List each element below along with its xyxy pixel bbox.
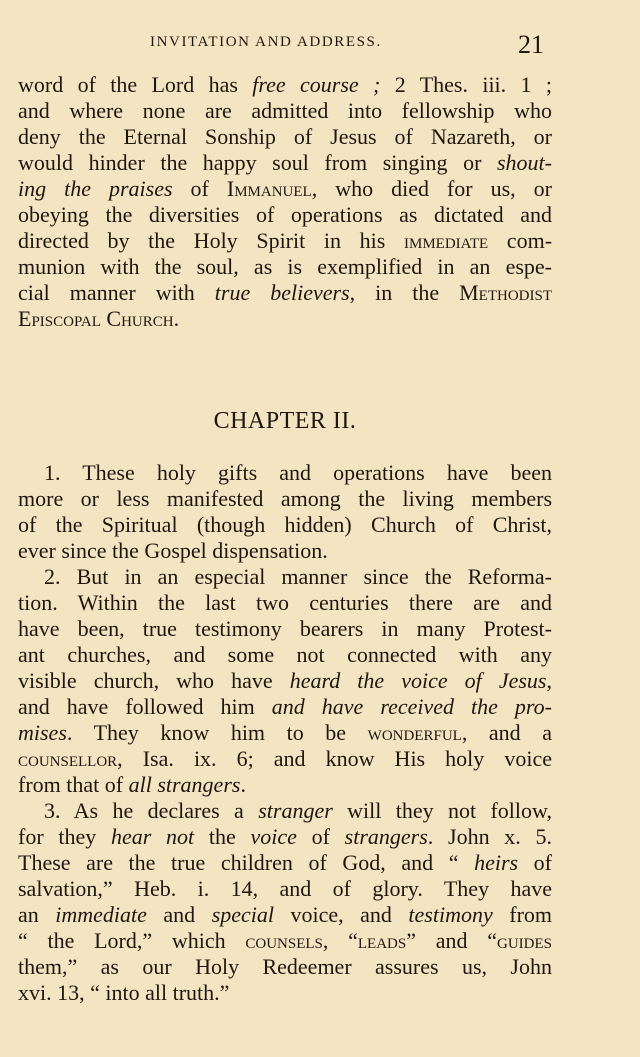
text-line: more or less manifested among the living members — [18, 486, 552, 511]
text-line — [18, 850, 552, 876]
text-line — [18, 824, 552, 850]
italic-text: immediate — [55, 902, 147, 927]
text-run: from that of — [18, 772, 129, 797]
text-line: deny the Eternal Sonship of Jesus of Nazareth, or — [18, 124, 552, 149]
text-line: xvi. 13, “ into all truth.” — [18, 980, 230, 1005]
italic-text: heirs — [474, 850, 519, 875]
text-run: from — [492, 902, 553, 927]
text-run: . — [173, 306, 180, 331]
small-caps-text: guides — [497, 928, 552, 953]
running-title: INVITATION AND ADDRESS. — [150, 34, 382, 50]
italic-text: true believers — [214, 280, 350, 305]
text-run: cial manner with — [18, 280, 215, 305]
text-line: salvation,” Heb. i. 14, and of glory. They have — [18, 876, 552, 901]
text-line — [18, 772, 552, 798]
text-run: of — [172, 176, 227, 201]
text-run: word of the Lord has — [18, 72, 253, 97]
text-run: , in the — [349, 280, 460, 305]
text-line: munion with the soul, as is exemplified in an espe- — [18, 254, 552, 279]
italic-text: and have received the pro- — [271, 694, 552, 719]
text-line: 1. These holy gifts and operations have been — [44, 460, 552, 485]
text-line: ever since the Gospel dispensation. — [18, 538, 328, 563]
text-run: “ the Lord,” which — [18, 928, 246, 953]
text-run: , “ — [322, 928, 358, 953]
text-run: an — [18, 902, 56, 927]
small-caps-text: counsels — [245, 928, 323, 953]
text-line: have been, true testimony bearers in many Protest- — [18, 616, 552, 641]
text-run: These are the true children of God, and “ — [18, 850, 475, 875]
text-line — [18, 746, 552, 772]
text-line: them,” as our Holy Redeemer assures us, John — [18, 954, 552, 979]
text-line — [18, 176, 552, 202]
text-line: and where none are admitted into fellowship who — [18, 98, 552, 123]
italic-text: mises — [18, 720, 67, 745]
text-line — [18, 280, 552, 306]
text-line — [18, 72, 552, 98]
text-line: 2. But in an especial manner since the Reforma- — [44, 564, 552, 589]
text-run: and have followed him — [18, 694, 272, 719]
italic-text: stranger — [258, 798, 333, 823]
italic-text: ing the praises — [18, 176, 173, 201]
text-run: , and a — [461, 720, 553, 745]
italic-text: special — [211, 902, 275, 927]
italic-text: strangers — [344, 824, 428, 849]
text-run: ” and “ — [406, 928, 497, 953]
text-run: 2 Thes. iii. 1 ; — [380, 72, 552, 97]
italic-text: shout- — [497, 150, 552, 175]
small-caps-text: counsellor — [18, 746, 118, 771]
text-run: will they not follow, — [332, 798, 552, 823]
small-caps-text: wonderful — [367, 720, 462, 745]
text-run: . John x. 5. — [427, 824, 553, 849]
chapter-heading: CHAPTER II. — [213, 408, 357, 434]
italic-text: free course ; — [252, 72, 381, 97]
text-run: , Isa. ix. 6; and know His holy voice — [117, 746, 552, 771]
text-run: com- — [488, 228, 553, 253]
text-run: 3. As he declares a — [44, 798, 259, 823]
text-run: . — [240, 772, 246, 797]
italic-text: testimony — [408, 902, 493, 927]
text-line — [18, 902, 552, 928]
text-run: for they — [18, 824, 111, 849]
text-line — [44, 798, 552, 824]
text-line — [18, 228, 552, 254]
text-line: of the Spiritual (though hidden) Church of Christ, — [18, 512, 552, 537]
small-caps-text: Immanuel — [226, 176, 312, 201]
text-line: obeying the diversities of operations as dictated and — [18, 202, 552, 227]
text-run: . They know him to be — [66, 720, 368, 745]
small-caps-text: Episcopal Church — [18, 306, 174, 331]
text-run: of — [296, 824, 345, 849]
text-run: and — [146, 902, 212, 927]
text-run: visible church, who have — [18, 668, 290, 693]
text-line — [18, 720, 552, 746]
text-run: the — [194, 824, 251, 849]
text-line — [18, 694, 552, 720]
italic-text: voice — [250, 824, 297, 849]
italic-text: all strangers — [128, 772, 241, 797]
text-run: , — [546, 668, 552, 693]
text-run: , who died for us, or — [311, 176, 552, 201]
page-number: 21 — [518, 30, 544, 59]
small-caps-text: Methodist — [459, 280, 552, 305]
text-run: would hinder the happy soul from singing or — [18, 150, 497, 175]
text-line — [18, 668, 552, 694]
text-run: voice, and — [274, 902, 409, 927]
text-run: of — [518, 850, 552, 875]
italic-text: heard the voice of Jesus — [289, 668, 547, 693]
small-caps-text: immediate — [404, 228, 489, 253]
small-caps-text: leads — [357, 928, 407, 953]
text-line: tion. Within the last two centuries there are and — [18, 590, 552, 615]
text-line — [18, 150, 552, 176]
text-line — [18, 928, 552, 954]
text-line: ant churches, and some not connected with any — [18, 642, 552, 667]
italic-text: hear not — [110, 824, 195, 849]
text-line — [18, 306, 552, 332]
text-run: directed by the Holy Spirit in his — [18, 228, 404, 253]
